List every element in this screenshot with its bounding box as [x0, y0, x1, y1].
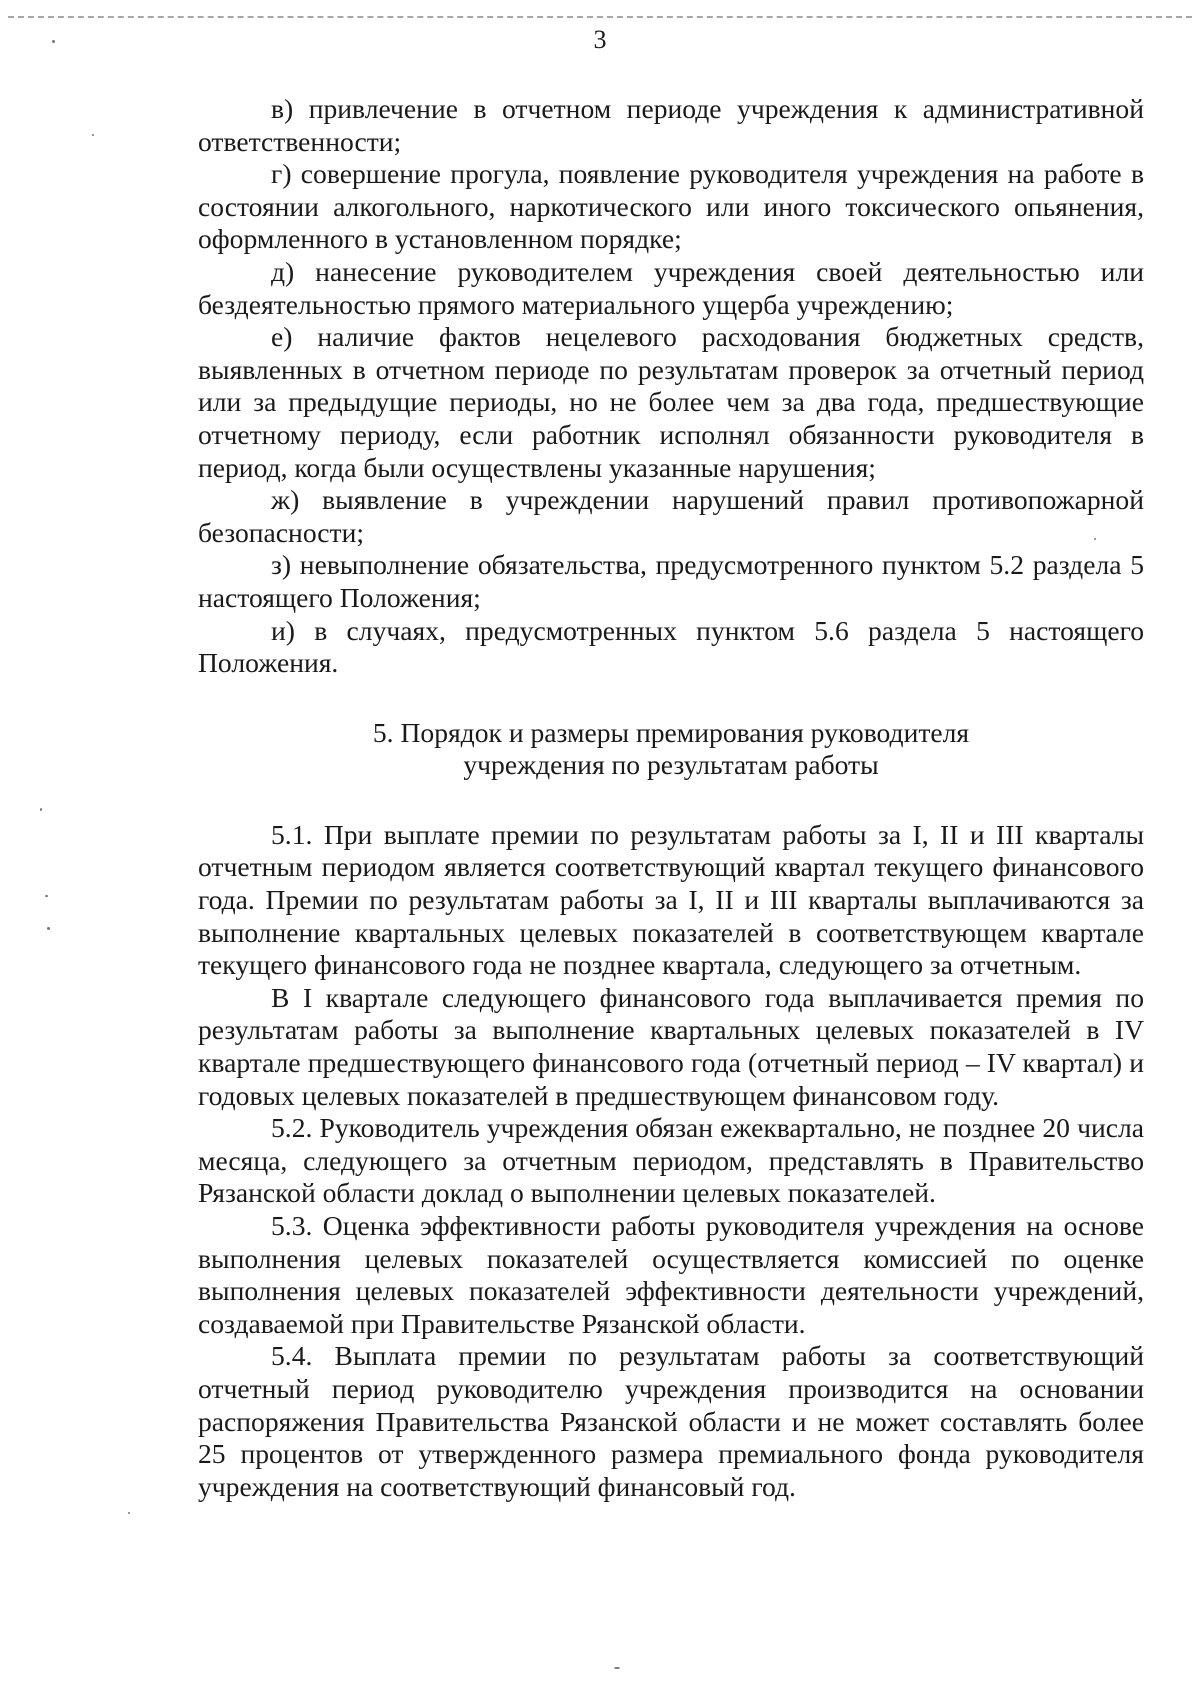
scan-speck: [45, 895, 48, 897]
scan-speck: [92, 134, 94, 136]
paragraph-5-4: 5.4. Выплата премии по результатам работы за соответствующий отчетный период руководителю учреждения производится на основании распоряжения Правительства Рязанской области и не может составлять более 25 процентов от утвержденного размера премиального фонда руководителя учреждения на соответствующий финансовый год.: [198, 1340, 1144, 1502]
scan-speck: [52, 40, 55, 43]
paragraph-5-3: 5.3. Оценка эффективности работы руководителя учреждения на основе выполнения целевых показателей осуществляется комиссией по оценке выполнения целевых показателей эффективности деятельности учреждений, создаваемой при Правительстве Рязанской области.: [198, 1210, 1144, 1339]
list-item-v: в) привлечение в отчетном периоде учреждения к административной ответственности;: [198, 93, 1144, 157]
section-heading-line-1: 5. Порядок и размеры премирования руководителя: [372, 716, 970, 748]
list-item-e: е) наличие фактов нецелевого расходования бюджетных средств, выявленных в отчетном периоде по результатам проверок за отчетный период или за предыдущие периоды, но не более чем за два года, предшествующие отчетному периоду, если работник исполнял обязанности руководителя в период, когда были осуществлены указанные нарушения;: [198, 321, 1144, 483]
list-item-d: д) нанесение руководителем учреждения своей деятельностью или бездеятельностью прямого материального ущерба учреждению;: [198, 255, 1144, 320]
list-item-i: и) в случаях, предусмотренных пунктом 5.6 раздела 5 настоящего Положения.: [198, 614, 1144, 679]
paragraph-5-1: 5.1. При выплате премии по результатам работы за I, II и III кварталы отчетным периодом является соответствующий квартал текущего финансового года. Премии по результатам работы за I, II и III кварталы выплачиваются за выполнение квартальных целевых показателей в соответствующем квартале текущего финансового года не позднее квартала, следующего за отчетным.: [198, 818, 1144, 981]
section-heading-line-2: учреждения по результатам работы: [463, 749, 879, 781]
list-item-z: з) невыполнение обязательства, предусмотренного пунктом 5.2 раздела 5 настоящего Положения;: [198, 549, 1144, 613]
list-item-zh: ж) выявление в учреждении нарушений правил противопожарной безопасности;: [198, 484, 1144, 548]
paragraph-5-1-continued: В I квартале следующего финансового года выплачивается премия по результатам работы за выполнение квартальных целевых показателей в IV квартале предшествующего финансового года (отчетный период – IV квартал) и годовых целевых показателей в предшествующем финансовом году.: [198, 981, 1144, 1111]
scan-speck: [1094, 538, 1096, 540]
scan-speck: [40, 808, 42, 811]
section-heading: [198, 717, 1144, 782]
paragraph-5-2: 5.2. Руководитель учреждения обязан ежеквартально, не позднее 20 числа месяца, следующего за отчетным периодом, представлять в Правительство Рязанской области доклад о выполнении целевых показателей.: [198, 1112, 1144, 1209]
scan-speck: [47, 927, 50, 930]
scan-top-edge: [8, 16, 1192, 18]
document-body: [198, 93, 1144, 1503]
scan-speck: [128, 1512, 130, 1514]
page-number: 3: [593, 25, 607, 54]
scan-speck: [614, 1667, 620, 1669]
list-item-g: г) совершение прогула, появление руководителя учреждения на работе в состоянии алкогольного, наркотического или иного токсического опьянения, оформленного в установленном порядке;: [198, 158, 1144, 255]
